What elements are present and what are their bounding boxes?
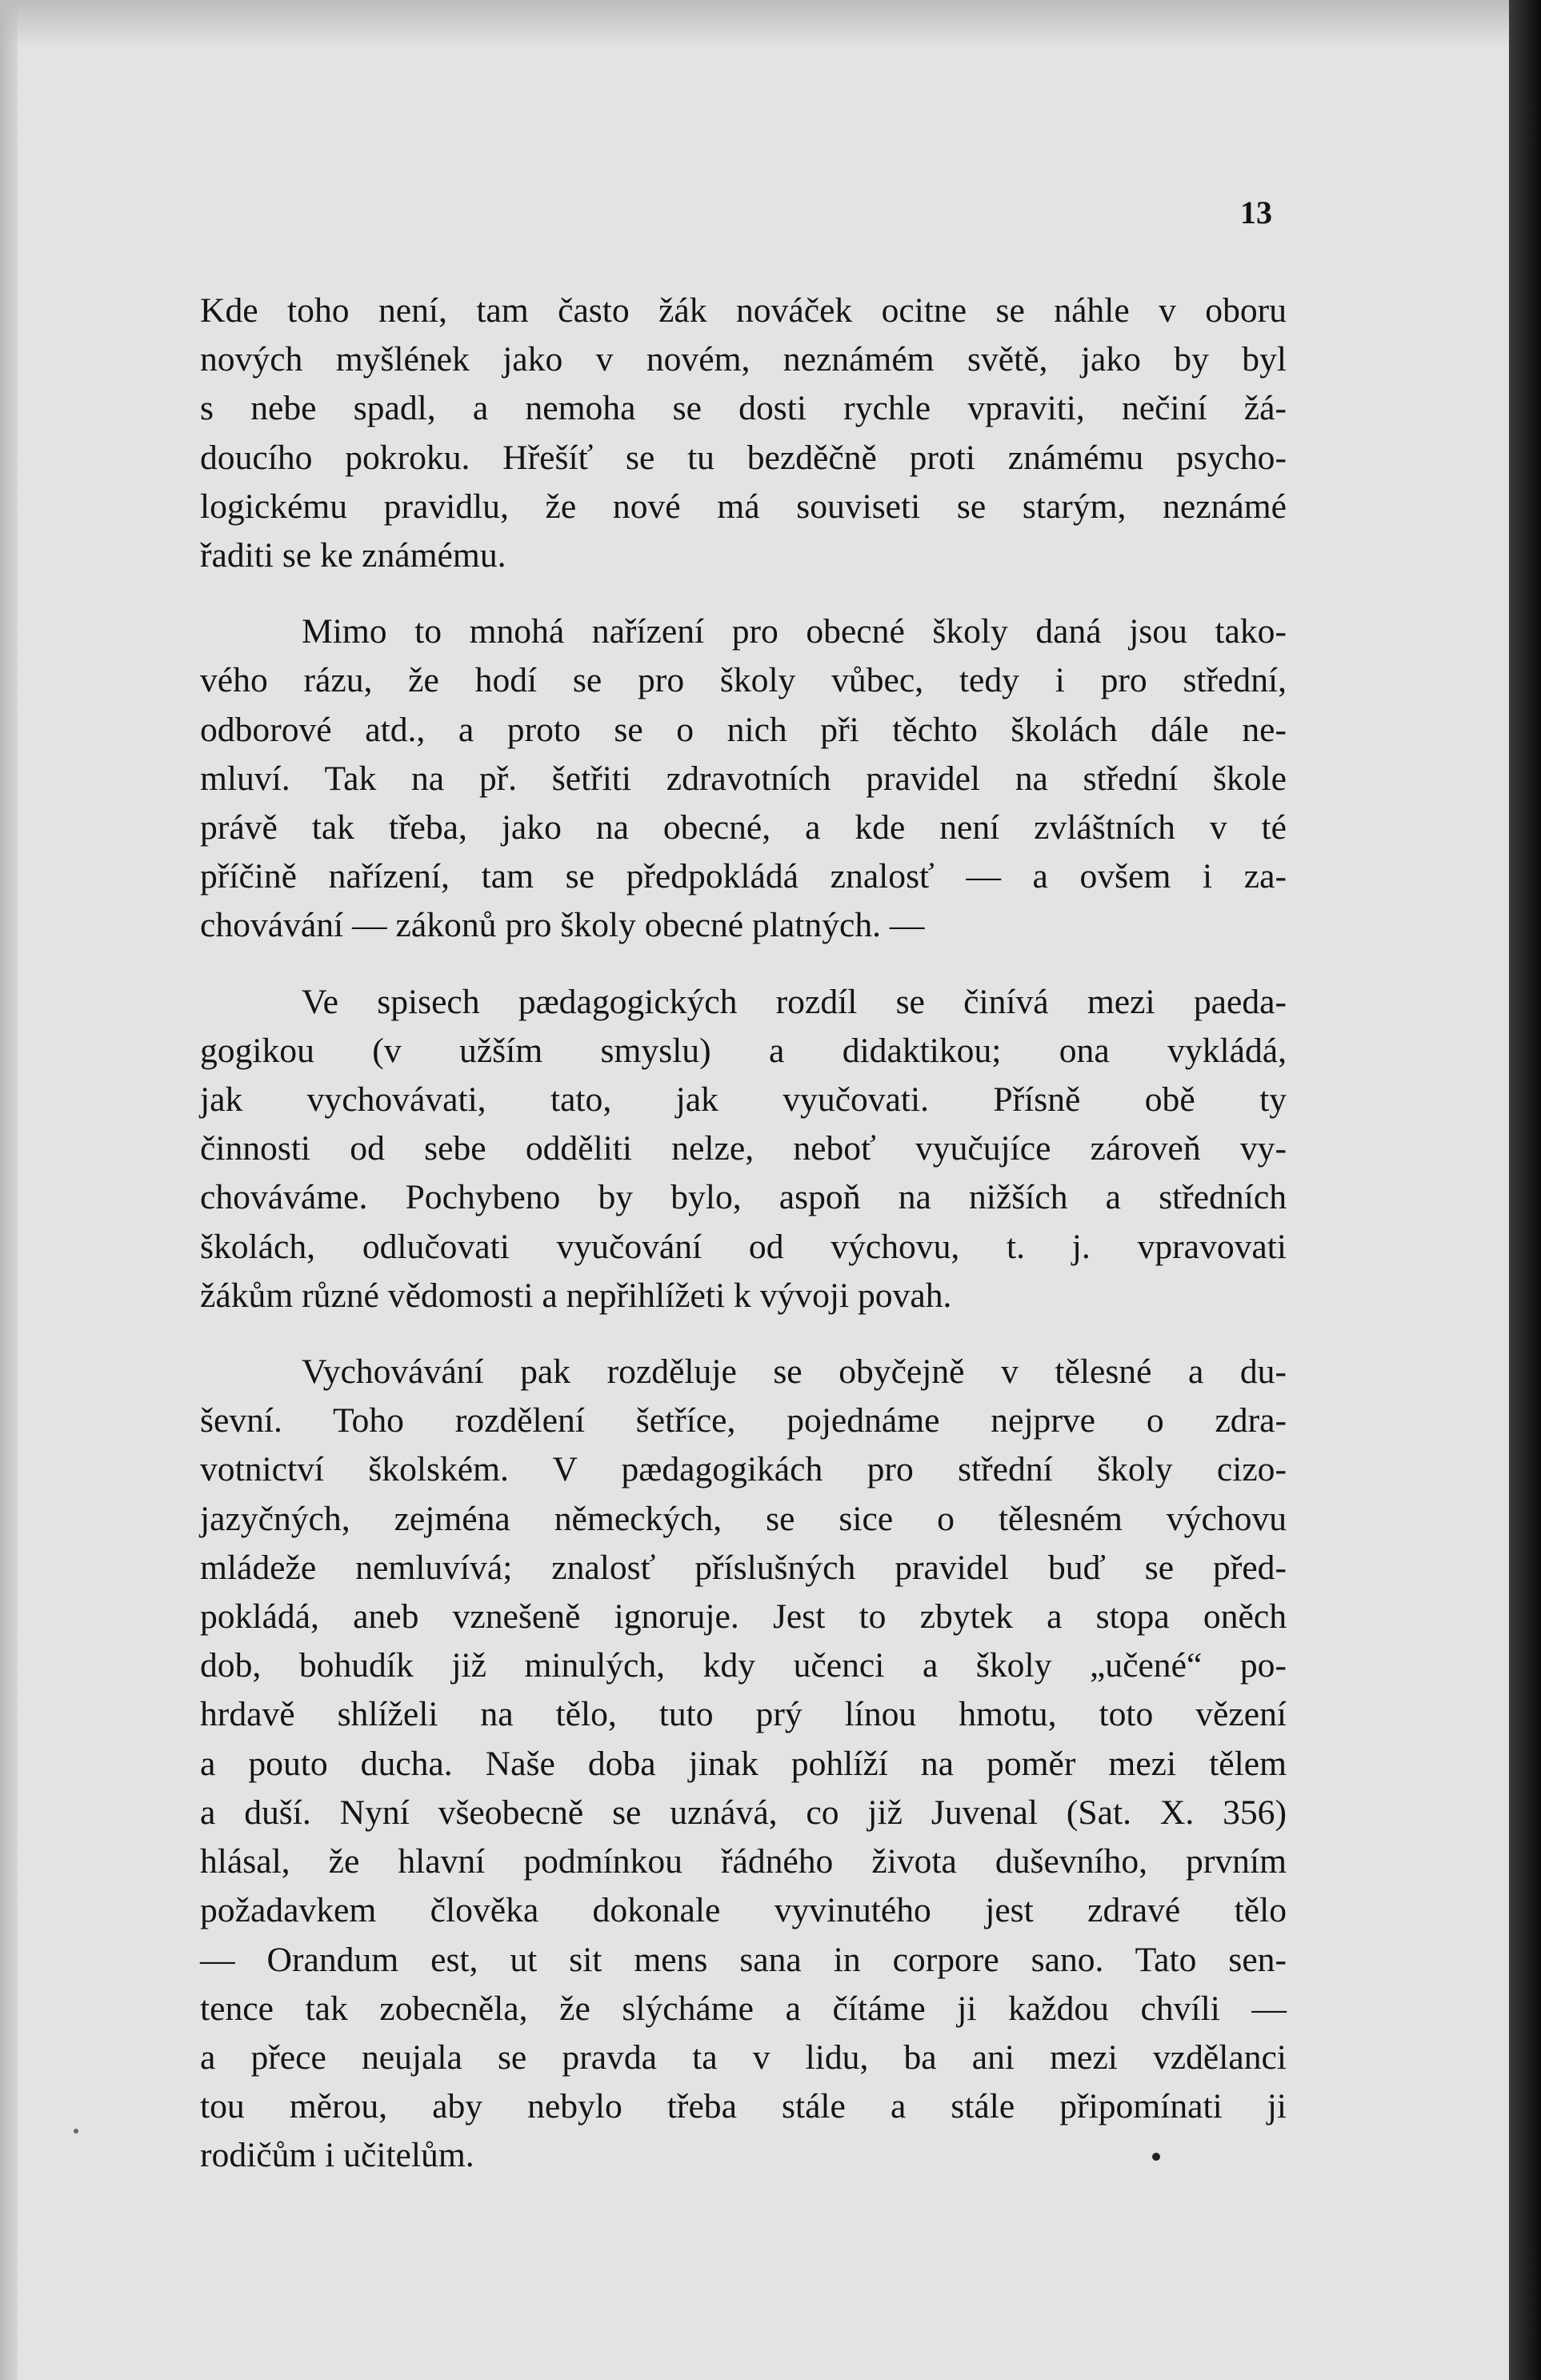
text-line: hrdavě shlíželi na tělo, tuto prý línou hmotu, toto vězení [200,1695,1287,1734]
scan-edge-right [1509,0,1541,2380]
text-line: příčině nařízení, tam se předpokládá znalosť — a ovšem i za- [200,857,1287,896]
text-line: — Orandum est, ut sit mens sana in corpore sano. Tato sen- [200,1940,1287,1979]
text-line: logickému pravidlu, že nové má souviseti se starým, neznámé [200,487,1287,526]
text-line: Ve spisech pædagogických rozdíl se činívá mezi paeda- [302,982,1287,1021]
scan-speck [1152,2153,1160,2161]
text-line: tou měrou, aby nebylo třeba stále a stále připomínati ji [200,2087,1287,2126]
text-line: rodičům i učitelům. [200,2136,474,2175]
text-line: chováváme. Pochybeno by bylo, aspoň na nižších a středních [200,1178,1287,1217]
text-line: a přece neujala se pravda ta v lidu, ba ani mezi vzdělanci [200,2037,1287,2077]
text-line: nových myšlének jako v novém, neznámém světě, jako by byl [200,340,1287,379]
text-line: Vychovávání pak rozděluje se obyčejně v tělesné a du- [302,1352,1287,1392]
text-line: pokládá, aneb vznešeně ignoruje. Jest to zbytek a stopa oněch [200,1597,1287,1637]
text-line: odborové atd., a proto se o nich při těchto školách dále ne- [200,710,1287,749]
book-page [18,0,1509,2380]
text-line: dob, bohudík již minulých, kdy učenci a školy „učené“ po- [200,1646,1287,1685]
scan-edge-left [0,0,18,2380]
paragraph-1 [200,286,1287,580]
text-line: ševní. Toho rozdělení šetříce, pojednáme nejprve o zdra- [200,1401,1287,1440]
text-line: tence tak zobecněla, že slýcháme a čítáme ji každou chvíli — [200,1989,1287,2028]
text-line: mluví. Tak na př. šetřiti zdravotních pravidel na střední škole [200,759,1287,798]
text-line: řaditi se ke známému. [200,536,506,575]
text-line: jazyčných, zejména německých, se sice o tělesném výchovu [200,1499,1287,1538]
text-line: vého rázu, že hodí se pro školy vůbec, tedy i pro střední, [200,661,1287,700]
text-line: činnosti od sebe odděliti nelze, neboť vyučujíce zároveň vy- [200,1129,1287,1168]
text-line: mládeže nemluvívá; znalosť příslušných pravidel buď se před- [200,1548,1287,1587]
page-number: 13 [1240,194,1272,230]
text-line: gogikou (v užším smyslu) a didaktikou; ona vykládá, [200,1031,1287,1070]
paragraph-2 [200,607,1287,950]
text-line: Kde toho není, tam často žák nováček ocitne se náhle v oboru [200,291,1287,330]
text-line: právě tak třeba, jako na obecné, a kde není zvláštních v té [200,808,1287,847]
text-line: Mimo to mnohá nařízení pro obecné školy daná jsou tako- [302,612,1287,651]
text-line: chovávání — zákonů pro školy obecné platných. — [200,906,925,945]
text-line: a duší. Nyní všeobecně se uznává, co již Juvenal (Sat. X. 356) [200,1793,1287,1832]
text-line: školách, odlučovati vyučování od výchovu, t. j. vpravovati [200,1227,1287,1266]
scan-speck [74,2129,78,2134]
text-line: a pouto ducha. Naše doba jinak pohlíží na poměr mezi tělem [200,1744,1287,1783]
body-text [200,286,1287,2181]
text-line: votnictví školském. V pædagogikách pro střední školy cizo- [200,1450,1287,1489]
text-line: hlásal, že hlavní podmínkou řádného života duševního, prvním [200,1842,1287,1881]
paragraph-3 [200,978,1287,1320]
text-line: požadavkem člověka dokonale vyvinutého jest zdravé tělo [200,1891,1287,1930]
scan-edge-top [0,0,1541,48]
text-line: s nebe spadl, a nemoha se dosti rychle vpraviti, nečiní žá- [200,389,1287,428]
paragraph-4 [200,1348,1287,2180]
text-line: jak vychovávati, tato, jak vyučovati. Přísně obě ty [200,1080,1287,1120]
text-line: doucího pokroku. Hřešíť se tu bezděčně proti známému psycho- [200,438,1287,477]
text-line: žákům různé vědomosti a nepřihlížeti k vývoji povah. [200,1276,952,1315]
